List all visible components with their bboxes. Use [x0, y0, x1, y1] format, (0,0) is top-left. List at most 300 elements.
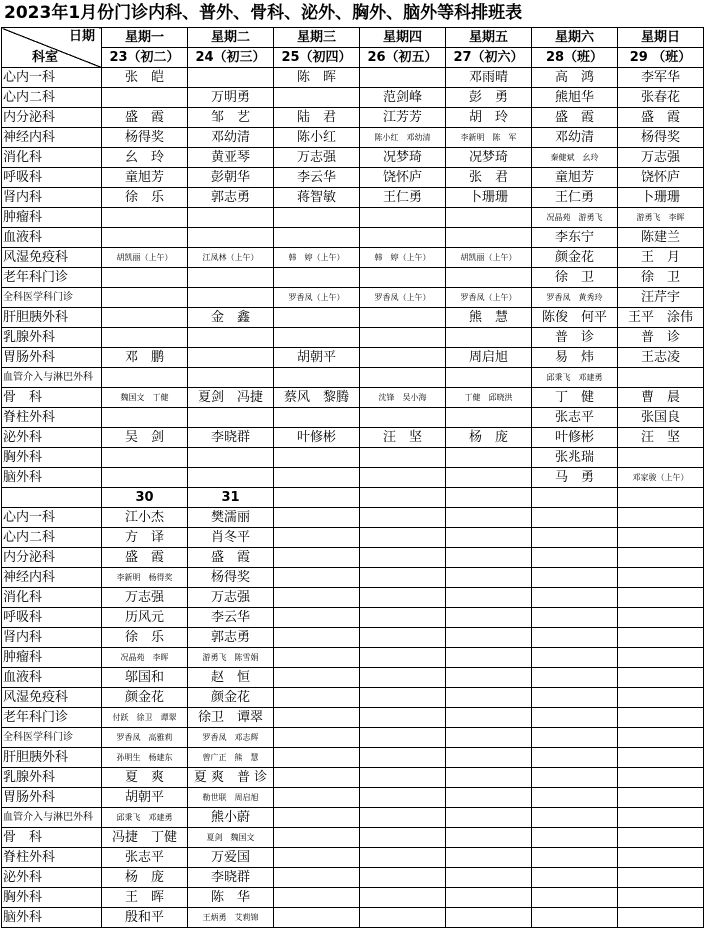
dept-name: 胸外科 — [2, 888, 102, 908]
dept-name: 肝胆胰外科 — [2, 748, 102, 768]
schedule-cell — [274, 648, 360, 668]
schedule-cell: 李东宁 — [532, 228, 618, 248]
schedule-cell: 卜珊珊 — [618, 188, 704, 208]
dept-name: 脑外科 — [2, 468, 102, 488]
schedule-cell: 罗香凤 高雅莉 — [102, 728, 188, 748]
schedule-cell — [360, 688, 446, 708]
schedule-cell: 江凤林（上午） — [188, 248, 274, 268]
schedule-cell — [532, 508, 618, 528]
dept-name: 胸外科 — [2, 448, 102, 468]
schedule-cell — [360, 828, 446, 848]
schedule-cell: 陈俊 何平 — [532, 308, 618, 328]
schedule-cell — [446, 748, 532, 768]
schedule-cell — [618, 788, 704, 808]
schedule-cell: 夏 爽 — [102, 768, 188, 788]
schedule-cell — [274, 688, 360, 708]
schedule-cell: 万志强 — [188, 588, 274, 608]
schedule-cell — [532, 588, 618, 608]
schedule-cell — [274, 628, 360, 648]
schedule-cell — [360, 548, 446, 568]
schedule-cell — [532, 748, 618, 768]
schedule-cell — [446, 868, 532, 888]
dept-name: 血液科 — [2, 668, 102, 688]
schedule-cell: 况晶苑 李晖 — [102, 648, 188, 668]
schedule-cell: 胡 玲 — [446, 108, 532, 128]
schedule-cell: 熊 慧 — [446, 308, 532, 328]
schedule-cell — [360, 68, 446, 88]
schedule-cell: 胡凯丽（上午） — [446, 248, 532, 268]
weekday-header: 星期二 — [188, 28, 274, 48]
schedule-cell — [274, 668, 360, 688]
schedule-cell: 殷和平 — [102, 908, 188, 928]
dept-name: 心内一科 — [2, 68, 102, 88]
schedule-cell — [532, 868, 618, 888]
schedule-cell: 杨得奖 — [618, 128, 704, 148]
schedule-cell — [618, 608, 704, 628]
schedule-cell — [532, 888, 618, 908]
schedule-cell — [618, 628, 704, 648]
schedule-cell: 万志强 — [102, 588, 188, 608]
schedule-cell: 历风元 — [102, 608, 188, 628]
dept-label: 科室 — [32, 50, 59, 65]
dept-name: 神经内科 — [2, 568, 102, 588]
schedule-cell — [274, 368, 360, 388]
schedule-cell — [360, 508, 446, 528]
table-row — [2, 468, 704, 488]
schedule-cell: 陈小红 — [274, 128, 360, 148]
weekday-header: 星期三 — [274, 28, 360, 48]
schedule-cell: 冯捷 丁健 — [102, 828, 188, 848]
schedule-cell: 万明勇 — [188, 88, 274, 108]
schedule-cell — [360, 648, 446, 668]
schedule-cell: 罗香凤（上午） — [274, 288, 360, 308]
dept-name: 脊柱外科 — [2, 848, 102, 868]
schedule-cell — [532, 728, 618, 748]
dept-name: 骨 科 — [2, 388, 102, 408]
schedule-cell: 汪芹宇 — [618, 288, 704, 308]
schedule-cell — [446, 888, 532, 908]
schedule-cell — [274, 408, 360, 428]
table-row — [2, 608, 704, 628]
table-row — [2, 588, 704, 608]
schedule-cell: 罗香凤 邓志辉 — [188, 728, 274, 748]
table-row — [2, 88, 704, 108]
table-row — [2, 268, 704, 288]
dept-name: 肿瘤科 — [2, 648, 102, 668]
schedule-cell: 幺 玲 — [102, 148, 188, 168]
schedule-cell — [446, 908, 532, 928]
schedule-cell — [360, 228, 446, 248]
schedule-cell — [274, 808, 360, 828]
schedule-cell — [102, 228, 188, 248]
schedule-cell: 秦健斌 幺玲 — [532, 148, 618, 168]
dept-name: 血液科 — [2, 228, 102, 248]
schedule-cell — [102, 328, 188, 348]
schedule-cell — [618, 668, 704, 688]
table-row — [2, 868, 704, 888]
schedule-cell: 黄亚琴 — [188, 148, 274, 168]
date-header: 27（初六） — [446, 48, 532, 68]
dept-name: 肾内科 — [2, 628, 102, 648]
header-corner — [2, 28, 102, 68]
schedule-cell: 李新明 杨得奖 — [102, 568, 188, 588]
schedule-cell: 卜珊珊 — [446, 188, 532, 208]
table-row — [2, 848, 704, 868]
schedule-cell: 夏 爽 普 诊 — [188, 768, 274, 788]
schedule-cell — [446, 208, 532, 228]
page-title: 2023年1月份门诊内科、普外、骨科、泌外、胸外、脑外等科排班表 — [4, 3, 523, 23]
schedule-cell — [446, 788, 532, 808]
blank-cell — [446, 488, 532, 508]
schedule-cell: 曾广正 熊 慧 — [188, 748, 274, 768]
schedule-cell: 张志平 — [102, 848, 188, 868]
schedule-cell: 普 诊 — [532, 328, 618, 348]
schedule-cell — [532, 708, 618, 728]
schedule-cell: 邓 鹏 — [102, 348, 188, 368]
schedule-cell — [446, 728, 532, 748]
dept-name: 血管介入与淋巴外科 — [2, 368, 102, 388]
schedule-cell: 范剑峰 — [360, 88, 446, 108]
schedule-cell — [274, 788, 360, 808]
schedule-cell: 普 诊 — [618, 328, 704, 348]
schedule-cell: 盛 霞 — [102, 548, 188, 568]
schedule-cell: 张 皑 — [102, 68, 188, 88]
schedule-cell — [532, 688, 618, 708]
table-row — [2, 808, 704, 828]
schedule-cell — [360, 808, 446, 828]
schedule-cell — [274, 548, 360, 568]
schedule-cell — [360, 468, 446, 488]
schedule-cell: 颜金花 — [102, 688, 188, 708]
table-row — [2, 188, 704, 208]
schedule-cell: 李晓群 — [188, 428, 274, 448]
dept-name: 乳腺外科 — [2, 768, 102, 788]
table-row — [2, 148, 704, 168]
schedule-cell: 况梦琦 — [360, 148, 446, 168]
schedule-cell — [102, 468, 188, 488]
table-row — [2, 208, 704, 228]
date-header: 29 （班） — [618, 48, 704, 68]
schedule-cell — [102, 448, 188, 468]
dept-name: 心内一科 — [2, 508, 102, 528]
table-row — [2, 768, 704, 788]
dept-name: 全科医学科门诊 — [2, 288, 102, 308]
table-row — [2, 228, 704, 248]
schedule-cell — [274, 208, 360, 228]
schedule-cell: 游勇飞 李晖 — [618, 208, 704, 228]
schedule-cell — [102, 368, 188, 388]
schedule-cell — [360, 208, 446, 228]
schedule-cell: 夏剑 冯捷 — [188, 388, 274, 408]
schedule-cell: 王仁勇 — [532, 188, 618, 208]
schedule-cell: 王炳勇 艾莉锦 — [188, 908, 274, 928]
schedule-cell — [360, 528, 446, 548]
schedule-cell: 叶修彬 — [274, 428, 360, 448]
schedule-cell — [360, 268, 446, 288]
schedule-cell: 童旭芳 — [532, 168, 618, 188]
table-row — [2, 408, 704, 428]
schedule-cell: 陈建兰 — [618, 228, 704, 248]
schedule-cell: 邓雨晴 — [446, 68, 532, 88]
date-header: 25（初四） — [274, 48, 360, 68]
table-row — [2, 748, 704, 768]
schedule-cell — [188, 208, 274, 228]
table-row — [2, 708, 704, 728]
schedule-cell — [360, 308, 446, 328]
schedule-cell: 杨得奖 — [188, 568, 274, 588]
schedule-cell: 童旭芳 — [102, 168, 188, 188]
dept-name: 骨 科 — [2, 828, 102, 848]
dept-name: 胃肠外科 — [2, 788, 102, 808]
dept-name: 内分泌科 — [2, 108, 102, 128]
schedule-cell: 盛 霞 — [532, 108, 618, 128]
schedule-cell: 江芳芳 — [360, 108, 446, 128]
schedule-cell: 张春花 — [618, 88, 704, 108]
schedule-cell — [360, 868, 446, 888]
schedule-cell — [274, 768, 360, 788]
schedule-cell: 杨 庞 — [102, 868, 188, 888]
schedule-cell — [532, 528, 618, 548]
schedule-cell: 况晶苑 游勇飞 — [532, 208, 618, 228]
schedule-cell: 张国良 — [618, 408, 704, 428]
schedule-cell — [446, 668, 532, 688]
schedule-cell — [446, 568, 532, 588]
schedule-cell — [532, 608, 618, 628]
blank-cell — [274, 488, 360, 508]
schedule-cell — [188, 68, 274, 88]
schedule-cell — [102, 268, 188, 288]
schedule-cell — [446, 708, 532, 728]
dept-name: 风湿免疫科 — [2, 248, 102, 268]
schedule-cell — [618, 588, 704, 608]
schedule-cell — [446, 828, 532, 848]
schedule-cell: 丁 健 — [532, 388, 618, 408]
schedule-cell — [360, 628, 446, 648]
schedule-cell — [274, 588, 360, 608]
weekday-header: 星期一 — [102, 28, 188, 48]
schedule-cell — [188, 328, 274, 348]
schedule-cell — [360, 328, 446, 348]
schedule-table — [1, 27, 704, 928]
dept-name: 老年科门诊 — [2, 708, 102, 728]
schedule-cell: 勒世联 周启旭 — [188, 788, 274, 808]
table-row — [2, 908, 704, 928]
table-row — [2, 348, 704, 368]
schedule-cell — [618, 888, 704, 908]
schedule-cell: 孙明生 杨建东 — [102, 748, 188, 768]
schedule-cell — [360, 668, 446, 688]
table-row — [2, 568, 704, 588]
schedule-cell — [360, 848, 446, 868]
schedule-cell — [274, 468, 360, 488]
schedule-cell: 肖冬平 — [188, 528, 274, 548]
weekday-header: 星期五 — [446, 28, 532, 48]
schedule-cell: 马 勇 — [532, 468, 618, 488]
schedule-cell — [446, 328, 532, 348]
schedule-cell: 张兆瑞 — [532, 448, 618, 468]
schedule-cell — [618, 908, 704, 928]
schedule-cell: 邓家骏（上午） — [618, 468, 704, 488]
schedule-cell — [102, 408, 188, 428]
schedule-cell — [446, 608, 532, 628]
dept-name: 神经内科 — [2, 128, 102, 148]
schedule-cell — [618, 848, 704, 868]
schedule-cell: 万志强 — [618, 148, 704, 168]
schedule-cell: 王 月 — [618, 248, 704, 268]
schedule-cell: 丁健 邱晓洪 — [446, 388, 532, 408]
schedule-cell: 李云华 — [274, 168, 360, 188]
schedule-cell — [618, 548, 704, 568]
schedule-cell — [618, 748, 704, 768]
schedule-cell: 盛 霞 — [188, 548, 274, 568]
schedule-cell — [274, 888, 360, 908]
schedule-cell — [360, 748, 446, 768]
schedule-cell — [274, 848, 360, 868]
schedule-cell: 汪 坚 — [618, 428, 704, 448]
schedule-cell — [188, 288, 274, 308]
table-row — [2, 288, 704, 308]
schedule-cell — [532, 788, 618, 808]
schedule-cell — [446, 768, 532, 788]
dept-name: 泌外科 — [2, 868, 102, 888]
schedule-cell: 游勇飞 陈雪娟 — [188, 648, 274, 668]
dept-name: 心内二科 — [2, 528, 102, 548]
table-row — [2, 628, 704, 648]
table-row — [2, 388, 704, 408]
blank-cell — [360, 488, 446, 508]
schedule-cell: 李新明 陈 军 — [446, 128, 532, 148]
schedule-cell — [188, 268, 274, 288]
dept-name: 呼吸科 — [2, 168, 102, 188]
schedule-cell: 胡朝平 — [102, 788, 188, 808]
schedule-cell: 颜金花 — [188, 688, 274, 708]
schedule-cell — [102, 88, 188, 108]
date-header: 30 — [102, 488, 188, 508]
date-header: 31 — [188, 488, 274, 508]
schedule-cell — [360, 788, 446, 808]
table-row — [2, 668, 704, 688]
schedule-cell — [274, 828, 360, 848]
schedule-cell — [188, 348, 274, 368]
table-row — [2, 428, 704, 448]
schedule-cell: 张志平 — [532, 408, 618, 428]
schedule-cell — [618, 568, 704, 588]
schedule-cell — [360, 708, 446, 728]
schedule-cell — [446, 648, 532, 668]
schedule-cell — [188, 228, 274, 248]
schedule-cell — [618, 808, 704, 828]
schedule-cell: 李云华 — [188, 608, 274, 628]
schedule-cell — [102, 288, 188, 308]
schedule-cell: 邓幼清 — [188, 128, 274, 148]
schedule-cell: 邱秉飞 邓建勇 — [102, 808, 188, 828]
table-row — [2, 828, 704, 848]
schedule-cell: 邬国和 — [102, 668, 188, 688]
dept-name: 老年科门诊 — [2, 268, 102, 288]
schedule-cell — [274, 88, 360, 108]
schedule-cell: 徐 乐 — [102, 628, 188, 648]
weekday-header: 星期日 — [618, 28, 704, 48]
schedule-cell: 颜金花 — [532, 248, 618, 268]
table-row — [2, 528, 704, 548]
schedule-cell: 陈 晖 — [274, 68, 360, 88]
schedule-cell — [188, 368, 274, 388]
schedule-cell — [618, 508, 704, 528]
schedule-cell — [532, 768, 618, 788]
schedule-cell: 盛 霞 — [618, 108, 704, 128]
dept-name: 泌外科 — [2, 428, 102, 448]
schedule-cell — [618, 728, 704, 748]
schedule-cell: 万爱国 — [188, 848, 274, 868]
schedule-cell: 徐 卫 — [532, 268, 618, 288]
schedule-cell — [274, 728, 360, 748]
schedule-cell — [532, 808, 618, 828]
table-row — [2, 368, 704, 388]
date-header: 28（班） — [532, 48, 618, 68]
schedule-cell — [274, 708, 360, 728]
schedule-cell — [532, 828, 618, 848]
schedule-cell: 陈 华 — [188, 888, 274, 908]
table-row — [2, 508, 704, 528]
schedule-cell: 高 鸿 — [532, 68, 618, 88]
schedule-cell: 邓幼清 — [532, 128, 618, 148]
schedule-cell — [446, 448, 532, 468]
table-row — [2, 128, 704, 148]
schedule-cell: 熊小蔚 — [188, 808, 274, 828]
dept-name: 肝胆胰外科 — [2, 308, 102, 328]
schedule-cell: 邱秉飞 邓建勇 — [532, 368, 618, 388]
date-header: 26（初五） — [360, 48, 446, 68]
schedule-cell: 王仁勇 — [360, 188, 446, 208]
schedule-cell: 汪 坚 — [360, 428, 446, 448]
schedule-cell — [618, 648, 704, 668]
schedule-cell: 况梦琦 — [446, 148, 532, 168]
schedule-cell — [274, 908, 360, 928]
schedule-cell — [360, 588, 446, 608]
table-row — [2, 548, 704, 568]
schedule-cell — [274, 608, 360, 628]
schedule-cell: 郭志勇 — [188, 628, 274, 648]
weekday-header: 星期四 — [360, 28, 446, 48]
dept-name: 血管介入与淋巴外科 — [2, 808, 102, 828]
dept-name: 脊柱外科 — [2, 408, 102, 428]
schedule-cell — [446, 228, 532, 248]
schedule-cell: 沈锋 吴小海 — [360, 388, 446, 408]
dept-name: 呼吸科 — [2, 608, 102, 628]
schedule-cell — [618, 768, 704, 788]
date-label: 日期 — [68, 29, 95, 44]
schedule-cell — [274, 868, 360, 888]
schedule-cell — [274, 748, 360, 768]
dept-name: 全科医学科门诊 — [2, 728, 102, 748]
dept-name: 胃肠外科 — [2, 348, 102, 368]
schedule-cell — [360, 568, 446, 588]
schedule-cell: 彭 勇 — [446, 88, 532, 108]
schedule-cell — [188, 408, 274, 428]
schedule-cell — [274, 328, 360, 348]
dept-name: 风湿免疫科 — [2, 688, 102, 708]
schedule-cell: 江小杰 — [102, 508, 188, 528]
schedule-cell: 罗香凤 黄秀玲 — [532, 288, 618, 308]
schedule-cell — [188, 448, 274, 468]
table-row — [2, 728, 704, 748]
schedule-cell — [274, 308, 360, 328]
schedule-cell: 胡凯丽（上午） — [102, 248, 188, 268]
schedule-cell: 王平 涂伟 — [618, 308, 704, 328]
schedule-cell — [532, 848, 618, 868]
schedule-cell: 杨 庞 — [446, 428, 532, 448]
schedule-cell: 樊濡丽 — [188, 508, 274, 528]
